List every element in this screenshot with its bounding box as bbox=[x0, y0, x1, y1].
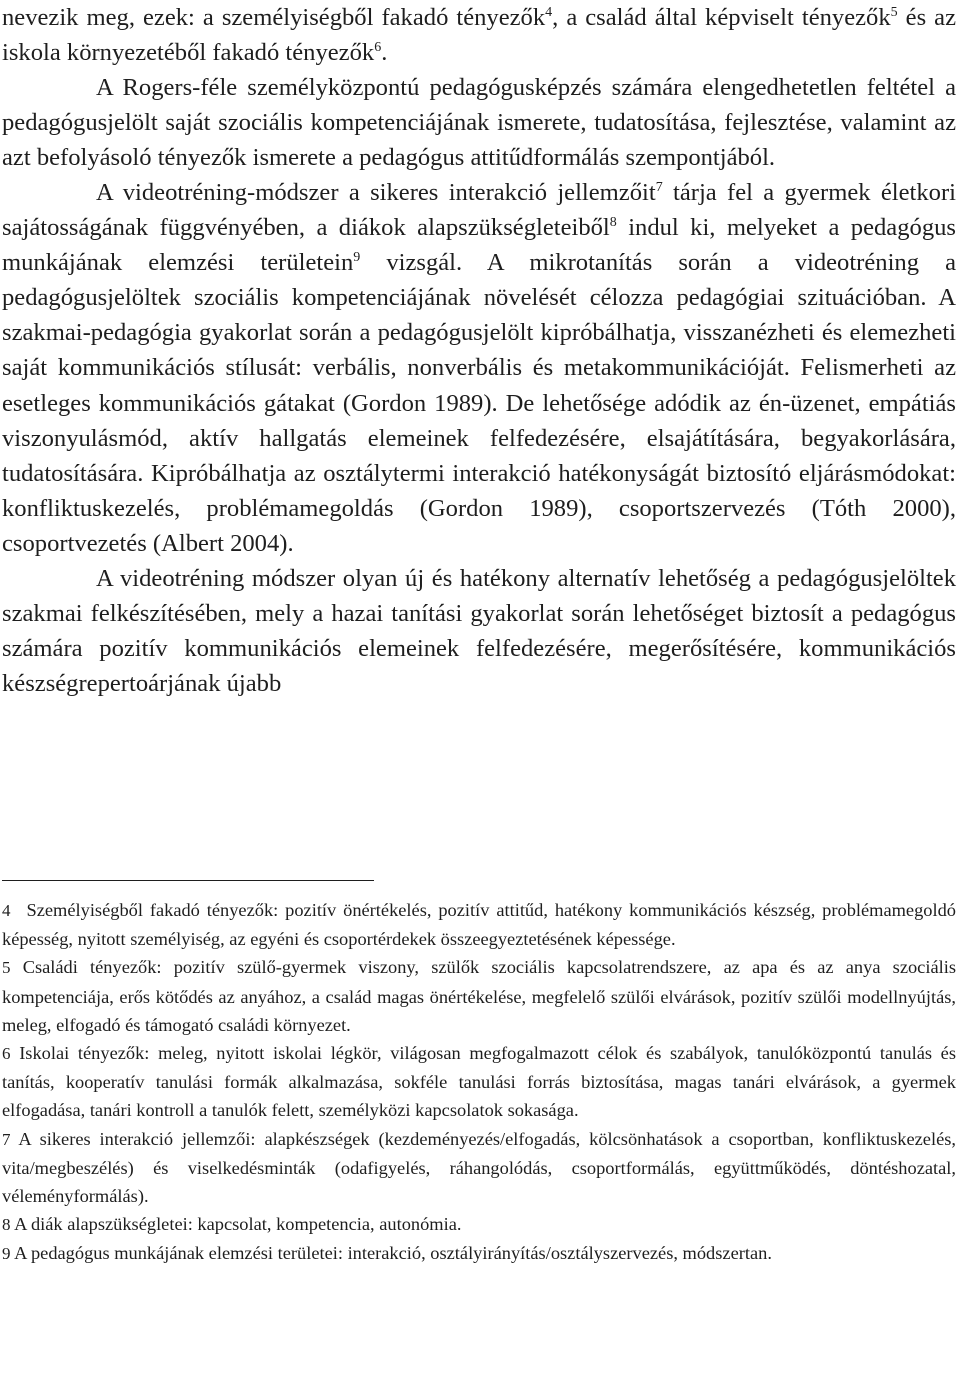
paragraph-3-text-d: vizsgál. A mikrotanítás során a videotréning a pedagógusjelöltek szociális kompetenciájának növelését célozza pedagógiai szituációban. A szakmai-pedagógia gyakorlat során a pedagógusjelölt kipróbálhatja, visszanézheti és elemezheti saját kommunikációs stílusát: verbális, nonverbális és metakommunikációját. Felismerheti az esetleges kommunikációs gátakat (Gordon 1989). De lehetősége adódik az én-üzenet, empátiás viszonyulásmód, aktív hallgatás elemeinek felfedezésére, elsajátítására, begyakorlására, tudatosítására. Kipróbálhatja az osztálytermi interakció hatékonyságát biztosító eljárásmódokat: konfliktuskezelés, problémamegoldás (Gordon 1989), csoportszervezés (Tóth 2000), csoportvezetés (Albert 2004). bbox=[2, 249, 956, 557]
footnote-number: 4 bbox=[2, 901, 11, 920]
paragraph-1 bbox=[2, 0, 956, 70]
footnote-text: Személyiségből fakadó tényezők: pozitív önértékelés, pozitív attitűd, hatékony kommunikációs készség, problémamegoldó képesség, nyitott személyiség, az egyéni és csoportérdekek összeegyeztetésének képessége. bbox=[2, 900, 956, 950]
footnote-text: Családi tényezők: pozitív szülő-gyermek viszony, szülők szociális kapcsolatrendszere, az apa és az anya szociális kompetenciája, erős kötődés az anyához, a család magas önértékelése, megfelelő szülői elvárások, pozitív szülői modellnyújtás, meleg, elfogadó és támogató családi környezet. bbox=[2, 957, 956, 1035]
footnote-ref-7: 7 bbox=[655, 180, 663, 196]
footnote-4 bbox=[2, 896, 956, 953]
main-text bbox=[2, 0, 956, 701]
paragraph-3-text-c: indul ki, melyeket a pedagógus munkájának elemzési területein bbox=[2, 214, 956, 277]
paragraph-3-text-b: tárja fel a gyermek életkori sajátosságának függvényében, a diákok alapszükségleteiből bbox=[2, 179, 956, 242]
footnote-text: A sikeres interakció jellemzői: alapkészségek (kezdeményezés/elfogadás, kölcsönhatások a csoportban, konfliktuskezelés, vita/megbeszélés) és viselkedésminták (odafigyelés, ráhangolódás, csoportformálás, együttműködés, döntéshozatal, véleményformálás). bbox=[2, 1128, 956, 1207]
footnotes bbox=[2, 896, 956, 1269]
paragraph-3 bbox=[2, 175, 956, 561]
footnote-ref-5: 5 bbox=[890, 5, 898, 20]
footnote-text: A diák alapszükségletei: kapcsolat, kompetencia, autonómia. bbox=[14, 1214, 462, 1235]
footnote-9 bbox=[2, 1239, 956, 1268]
footnote-ref-6: 6 bbox=[374, 40, 382, 56]
footnote-ref-8: 8 bbox=[609, 215, 617, 231]
footnote-number: 6 bbox=[2, 1044, 11, 1064]
footnote-ref-9: 9 bbox=[353, 250, 361, 266]
footnote-7 bbox=[2, 1125, 956, 1211]
footnote-separator bbox=[2, 880, 374, 881]
footnote-6 bbox=[2, 1039, 956, 1125]
footnote-text: Iskolai tényezők: meleg, nyitott iskolai légkör, világosan megfogalmazott célok és szabályok, tanulóközpontú tanulás és tanítás, kooperatív tanulási formák alkalmazása, sokféle tanulási forrás biztosítása, magas tanári elvárások, a gyermek elfogadása, tanári kontroll a tanulók felett, személyközi kapcsolatok sokasága. bbox=[2, 1043, 957, 1121]
paragraph-1-text-d: . bbox=[381, 39, 388, 67]
paragraph-3-text-a: A videotréning-módszer a sikeres interakció jellemzőit bbox=[96, 179, 656, 207]
footnote-text: A pedagógus munkájának elemzési területei: interakció, osztályirányítás/osztályszervezés, módszertan. bbox=[14, 1243, 772, 1264]
paragraph-1-text-c: és az iskola környezetéből fakadó tényezők bbox=[2, 4, 956, 67]
paragraph-2: A Rogers-féle személyközpontú pedagógusképzés számára elengedhetetlen feltétel a pedagógusjelölt saját szociális kompetenciájának ismerete, tudatosítása, fejlesztése, valamint az azt befolyásoló tényezők ismerete a pedagógus attitűdformálás szempontjából. bbox=[2, 74, 956, 172]
paragraph-4: A videotréning módszer olyan új és hatékony alternatív lehetőség a pedagógusjelöltek szakmai felkészítésében, mely a hazai tanítási gyakorlat során lehetőséget biztosít a pedagógus számára pozitív kommunikációs elemeinek felfedezésére, megerősítésére, kommunikációs készségrepertoárjának újabb bbox=[2, 564, 956, 697]
footnote-number: 9 bbox=[2, 1244, 11, 1264]
paragraph-1-text-b: , a család által képviselt tényezők bbox=[552, 4, 891, 31]
footnote-ref-4: 4 bbox=[545, 5, 553, 20]
footnote-8 bbox=[2, 1210, 956, 1239]
footnote-5 bbox=[2, 953, 956, 1039]
paragraph-1-text-a: nevezik meg, ezek: a személyiségből fakadó tényezők bbox=[2, 4, 546, 31]
footnote-number: 5 bbox=[2, 958, 11, 978]
footnote-number: 8 bbox=[2, 1215, 11, 1235]
footnote-number: 7 bbox=[2, 1129, 11, 1149]
